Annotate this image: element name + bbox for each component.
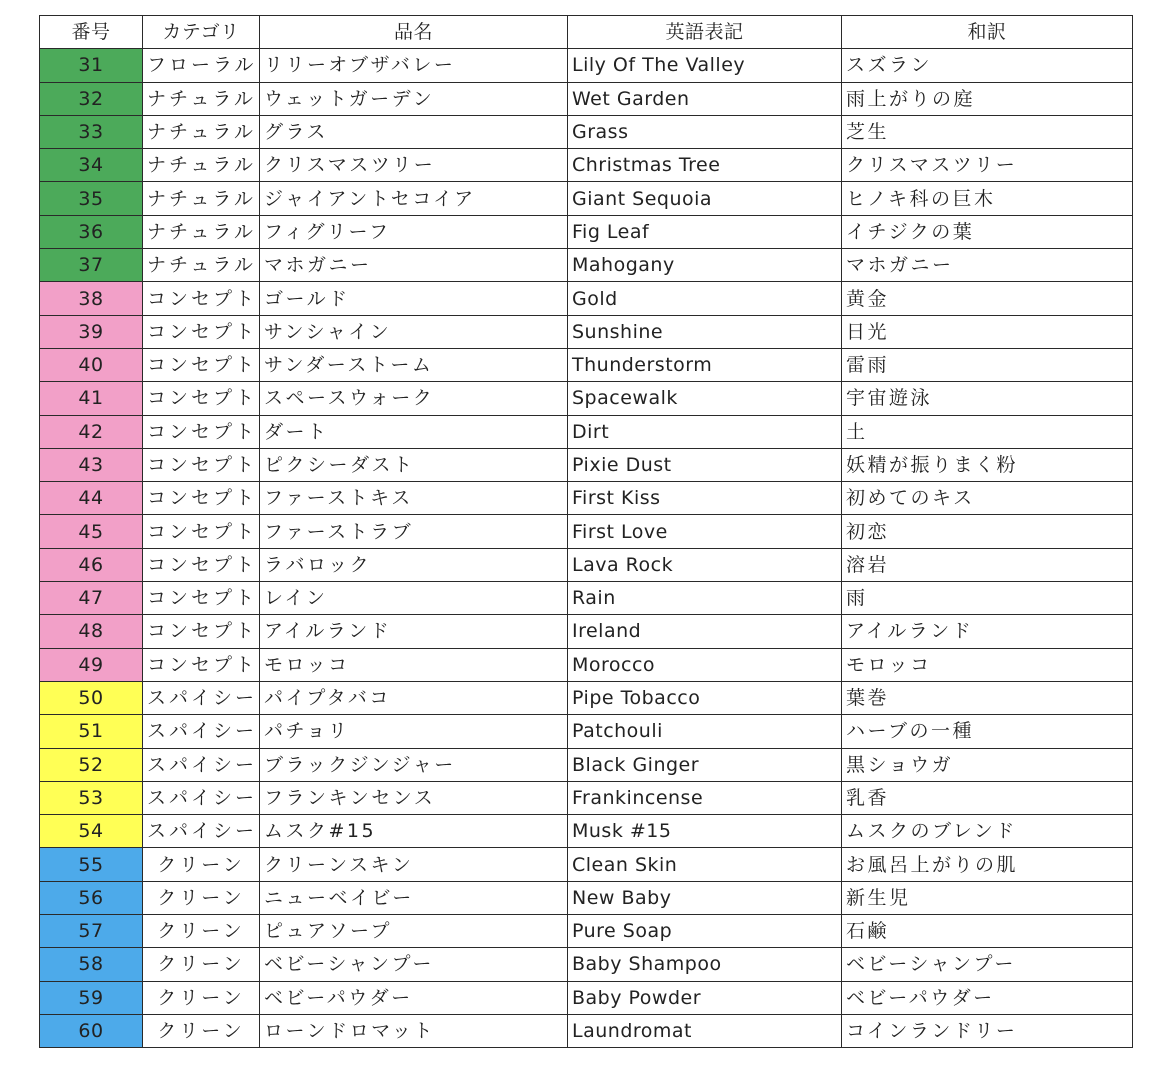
category-cell: ナチュラル (143, 215, 260, 248)
japanese-translation-cell: クリスマスツリー (842, 149, 1133, 182)
english-name-cell: Baby Powder (568, 981, 842, 1014)
english-name-cell: Morocco (568, 648, 842, 681)
product-name-cell: アイルランド (260, 615, 568, 648)
category-cell: スパイシー (143, 681, 260, 714)
japanese-translation-cell: 初恋 (842, 515, 1133, 548)
table-row (40, 382, 1133, 415)
english-name-cell: New Baby (568, 881, 842, 914)
category-cell: コンセプト (143, 548, 260, 581)
number-cell: 58 (40, 948, 143, 981)
table-row (40, 82, 1133, 115)
product-name-cell: スペースウォーク (260, 382, 568, 415)
english-name-cell: Christmas Tree (568, 149, 842, 182)
japanese-translation-cell: イチジクの葉 (842, 215, 1133, 248)
japanese-translation-cell: お風呂上がりの肌 (842, 848, 1133, 881)
table-row (40, 648, 1133, 681)
table-row (40, 1014, 1133, 1047)
table-row (40, 415, 1133, 448)
table-row (40, 282, 1133, 315)
table-row (40, 815, 1133, 848)
english-name-cell: Wet Garden (568, 82, 842, 115)
japanese-translation-cell: 宇宙遊泳 (842, 382, 1133, 415)
category-cell: コンセプト (143, 515, 260, 548)
header-product-name: 品名 (260, 16, 568, 49)
number-cell: 39 (40, 315, 143, 348)
fragrance-table (39, 15, 1133, 1048)
product-name-cell: マホガニー (260, 249, 568, 282)
category-cell: コンセプト (143, 615, 260, 648)
english-name-cell: First Kiss (568, 482, 842, 515)
number-cell: 57 (40, 915, 143, 948)
japanese-translation-cell: モロッコ (842, 648, 1133, 681)
table-row (40, 615, 1133, 648)
product-name-cell: ローンドロマット (260, 1014, 568, 1047)
header-category: カテゴリ (143, 16, 260, 49)
japanese-translation-cell: 黄金 (842, 282, 1133, 315)
category-cell: スパイシー (143, 815, 260, 848)
japanese-translation-cell: 黒ショウガ (842, 748, 1133, 781)
japanese-translation-cell: 日光 (842, 315, 1133, 348)
product-name-cell: ベビーパウダー (260, 981, 568, 1014)
product-name-cell: ニューベイビー (260, 881, 568, 914)
product-name-cell: ピクシーダスト (260, 448, 568, 481)
english-name-cell: Pure Soap (568, 915, 842, 948)
header-number: 番号 (40, 16, 143, 49)
product-name-cell: ファーストラブ (260, 515, 568, 548)
english-name-cell: Spacewalk (568, 382, 842, 415)
number-cell: 60 (40, 1014, 143, 1047)
number-cell: 45 (40, 515, 143, 548)
japanese-translation-cell: 雨 (842, 582, 1133, 615)
category-cell: クリーン (143, 881, 260, 914)
product-name-cell: クリスマスツリー (260, 149, 568, 182)
table-row (40, 215, 1133, 248)
number-cell: 44 (40, 482, 143, 515)
table-header-row (40, 16, 1133, 49)
product-name-cell: グラス (260, 115, 568, 148)
number-cell: 47 (40, 582, 143, 615)
number-cell: 35 (40, 182, 143, 215)
number-cell: 54 (40, 815, 143, 848)
table-row (40, 115, 1133, 148)
table-row (40, 448, 1133, 481)
table-row (40, 149, 1133, 182)
number-cell: 55 (40, 848, 143, 881)
category-cell: コンセプト (143, 648, 260, 681)
table-row (40, 182, 1133, 215)
number-cell: 41 (40, 382, 143, 415)
number-cell: 32 (40, 82, 143, 115)
english-name-cell: First Love (568, 515, 842, 548)
japanese-translation-cell: ベビーシャンプー (842, 948, 1133, 981)
header-english-name: 英語表記 (568, 16, 842, 49)
product-name-cell: ダート (260, 415, 568, 448)
english-name-cell: Musk #15 (568, 815, 842, 848)
number-cell: 33 (40, 115, 143, 148)
category-cell: クリーン (143, 981, 260, 1014)
english-name-cell: Giant Sequoia (568, 182, 842, 215)
japanese-translation-cell: 新生児 (842, 881, 1133, 914)
table-row (40, 49, 1133, 82)
category-cell: コンセプト (143, 448, 260, 481)
product-name-cell: ベビーシャンプー (260, 948, 568, 981)
japanese-translation-cell: アイルランド (842, 615, 1133, 648)
english-name-cell: Grass (568, 115, 842, 148)
japanese-translation-cell: スズラン (842, 49, 1133, 82)
japanese-translation-cell: ハーブの一種 (842, 715, 1133, 748)
category-cell: ナチュラル (143, 149, 260, 182)
number-cell: 40 (40, 348, 143, 381)
table-row (40, 348, 1133, 381)
table-row (40, 515, 1133, 548)
japanese-translation-cell: 土 (842, 415, 1133, 448)
category-cell: クリーン (143, 915, 260, 948)
english-name-cell: Frankincense (568, 781, 842, 814)
japanese-translation-cell: ヒノキ科の巨木 (842, 182, 1133, 215)
product-name-cell: ジャイアントセコイア (260, 182, 568, 215)
category-cell: クリーン (143, 948, 260, 981)
category-cell: スパイシー (143, 781, 260, 814)
english-name-cell: Ireland (568, 615, 842, 648)
japanese-translation-cell: 妖精が振りまく粉 (842, 448, 1133, 481)
table-row (40, 681, 1133, 714)
japanese-translation-cell: 乳香 (842, 781, 1133, 814)
product-name-cell: モロッコ (260, 648, 568, 681)
table-row (40, 781, 1133, 814)
number-cell: 37 (40, 249, 143, 282)
product-name-cell: ゴールド (260, 282, 568, 315)
category-cell: コンセプト (143, 382, 260, 415)
category-cell: コンセプト (143, 482, 260, 515)
english-name-cell: Pipe Tobacco (568, 681, 842, 714)
table-row (40, 315, 1133, 348)
category-cell: コンセプト (143, 282, 260, 315)
english-name-cell: Patchouli (568, 715, 842, 748)
english-name-cell: Gold (568, 282, 842, 315)
english-name-cell: Pixie Dust (568, 448, 842, 481)
product-name-cell: ラバロック (260, 548, 568, 581)
number-cell: 38 (40, 282, 143, 315)
english-name-cell: Lily Of The Valley (568, 49, 842, 82)
english-name-cell: Sunshine (568, 315, 842, 348)
product-name-cell: パチョリ (260, 715, 568, 748)
japanese-translation-cell: 雷雨 (842, 348, 1133, 381)
english-name-cell: Rain (568, 582, 842, 615)
product-name-cell: レイン (260, 582, 568, 615)
english-name-cell: Laundromat (568, 1014, 842, 1047)
table-row (40, 981, 1133, 1014)
number-cell: 42 (40, 415, 143, 448)
number-cell: 50 (40, 681, 143, 714)
category-cell: コンセプト (143, 315, 260, 348)
table-row (40, 748, 1133, 781)
product-name-cell: パイプタバコ (260, 681, 568, 714)
english-name-cell: Lava Rock (568, 548, 842, 581)
number-cell: 48 (40, 615, 143, 648)
table-row (40, 715, 1133, 748)
number-cell: 52 (40, 748, 143, 781)
category-cell: コンセプト (143, 348, 260, 381)
category-cell: フローラル (143, 49, 260, 82)
number-cell: 36 (40, 215, 143, 248)
japanese-translation-cell: 初めてのキス (842, 482, 1133, 515)
category-cell: ナチュラル (143, 182, 260, 215)
japanese-translation-cell: 溶岩 (842, 548, 1133, 581)
product-name-cell: ブラックジンジャー (260, 748, 568, 781)
product-name-cell: ファーストキス (260, 482, 568, 515)
product-name-cell: フランキンセンス (260, 781, 568, 814)
number-cell: 31 (40, 49, 143, 82)
number-cell: 34 (40, 149, 143, 182)
product-name-cell: ウェットガーデン (260, 82, 568, 115)
number-cell: 49 (40, 648, 143, 681)
category-cell: クリーン (143, 848, 260, 881)
category-cell: コンセプト (143, 582, 260, 615)
english-name-cell: Baby Shampoo (568, 948, 842, 981)
product-name-cell: ピュアソープ (260, 915, 568, 948)
category-cell: スパイシー (143, 748, 260, 781)
table-row (40, 482, 1133, 515)
japanese-translation-cell: ムスクのブレンド (842, 815, 1133, 848)
number-cell: 56 (40, 881, 143, 914)
table-body (40, 49, 1133, 1048)
japanese-translation-cell: 葉巻 (842, 681, 1133, 714)
product-name-cell: サンダーストーム (260, 348, 568, 381)
number-cell: 51 (40, 715, 143, 748)
product-name-cell: ムスク#15 (260, 815, 568, 848)
number-cell: 46 (40, 548, 143, 581)
japanese-translation-cell: 芝生 (842, 115, 1133, 148)
category-cell: クリーン (143, 1014, 260, 1047)
table-row (40, 948, 1133, 981)
english-name-cell: Black Ginger (568, 748, 842, 781)
category-cell: ナチュラル (143, 82, 260, 115)
japanese-translation-cell: 石鹸 (842, 915, 1133, 948)
table-row (40, 548, 1133, 581)
english-name-cell: Mahogany (568, 249, 842, 282)
product-name-cell: サンシャイン (260, 315, 568, 348)
category-cell: ナチュラル (143, 249, 260, 282)
japanese-translation-cell: マホガニー (842, 249, 1133, 282)
product-name-cell: フィグリーフ (260, 215, 568, 248)
english-name-cell: Clean Skin (568, 848, 842, 881)
english-name-cell: Dirt (568, 415, 842, 448)
table-row (40, 249, 1133, 282)
table-row (40, 915, 1133, 948)
english-name-cell: Fig Leaf (568, 215, 842, 248)
product-name-cell: クリーンスキン (260, 848, 568, 881)
table-row (40, 848, 1133, 881)
number-cell: 43 (40, 448, 143, 481)
header-japanese-translation: 和訳 (842, 16, 1133, 49)
english-name-cell: Thunderstorm (568, 348, 842, 381)
table-row (40, 881, 1133, 914)
japanese-translation-cell: コインランドリー (842, 1014, 1133, 1047)
category-cell: ナチュラル (143, 115, 260, 148)
number-cell: 59 (40, 981, 143, 1014)
number-cell: 53 (40, 781, 143, 814)
japanese-translation-cell: 雨上がりの庭 (842, 82, 1133, 115)
category-cell: コンセプト (143, 415, 260, 448)
product-name-cell: リリーオブザバレー (260, 49, 568, 82)
category-cell: スパイシー (143, 715, 260, 748)
table-row (40, 582, 1133, 615)
japanese-translation-cell: ベビーパウダー (842, 981, 1133, 1014)
